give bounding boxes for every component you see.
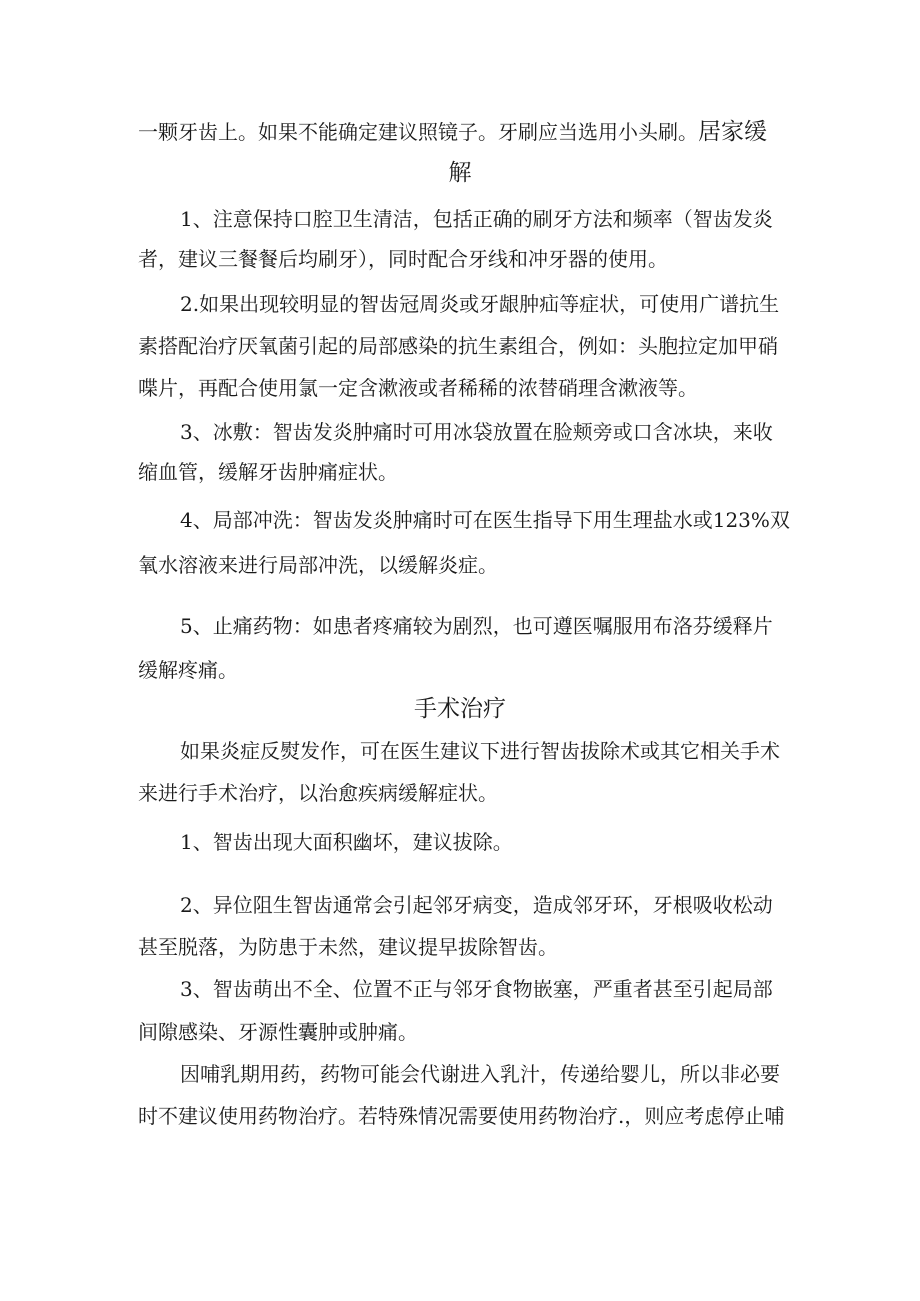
paragraph-line: 如果炎症反熨发作，可在医生建议下进行智齿拔除术或其它相关手术 (180, 739, 780, 763)
paragraph-line: 1、注意保持口腔卫生清洁，包括正确的刷牙方法和频率（智齿发炎 (180, 207, 773, 231)
heading-home-care-part2: 解 (448, 160, 472, 186)
heading-surgery: 手术治疗 (414, 696, 506, 722)
paragraph-line: 3、智齿萌出不全、位置不正与邻牙食物嵌塞，严重者甚至引起局部 (180, 977, 773, 1001)
paragraph-line: 氧水溶液来进行局部冲洗，以缓解炎症。 (138, 553, 498, 577)
heading-home-care-part1: 居家缓 (698, 119, 767, 145)
paragraph-line: 缓解疼痛。 (138, 658, 238, 682)
paragraph-line: 素搭配治疗厌氧菌引起的局部感染的抗生素组合，例如：头胞拉定加甲硝 (138, 334, 778, 358)
paragraph-line: 喋片，再配合使用氯一定含漱液或者稀稀的浓替硝理含漱液等。 (138, 376, 698, 400)
paragraph-line: 5、止痛药物：如患者疼痛较为剧烈，也可遵医嘱服用布洛芬缓释片 (180, 614, 773, 638)
paragraph-line: 2.如果出现较明显的智齿冠周炎或牙龈肿疝等症状，可使用广谱抗生 (180, 292, 780, 316)
paragraph-line: 时不建议使用药物治疗。若特殊情况需要使用药物治疗.，则应考虑停止哺 (138, 1104, 785, 1128)
intro-line (138, 118, 788, 146)
paragraph-line: 2、异位阻生智齿通常会引起邻牙病变，造成邻牙环，牙根吸收松动 (180, 893, 773, 917)
intro-text: 一颗牙齿上。如果不能确定建议照镜子。牙刷应当选用小头刷。 (138, 120, 698, 144)
paragraph-line: 缩血管，缓解牙齿肿痛症状。 (138, 460, 398, 484)
paragraph-line: 来进行手术治疗，以治愈疾病缓解症状。 (138, 781, 498, 805)
paragraph-line: 4、局部冲洗：智齿发炎肿痛时可在医生指导下用生理盐水或123%双 (180, 508, 790, 532)
paragraph-line: 甚至脱落，为防患于未然，建议提早拔除智齿。 (138, 935, 558, 959)
paragraph-line: 因哺乳期用药，药物可能会代谢进入乳汁，传递给婴儿，所以非必要 (180, 1062, 780, 1086)
paragraph-line: 者，建议三餐餐后均刷牙），同时配合牙线和冲牙器的使用。 (138, 247, 668, 271)
paragraph-line: 间隙感染、牙源性囊肿或肿痛。 (138, 1020, 418, 1044)
paragraph-line: 3、冰敷：智齿发炎肿痛时可用冰袋放置在脸颊旁或口含冰块，来收 (180, 420, 773, 444)
paragraph-line: 1、智齿出现大面积幽坏，建议拔除。 (180, 830, 513, 854)
